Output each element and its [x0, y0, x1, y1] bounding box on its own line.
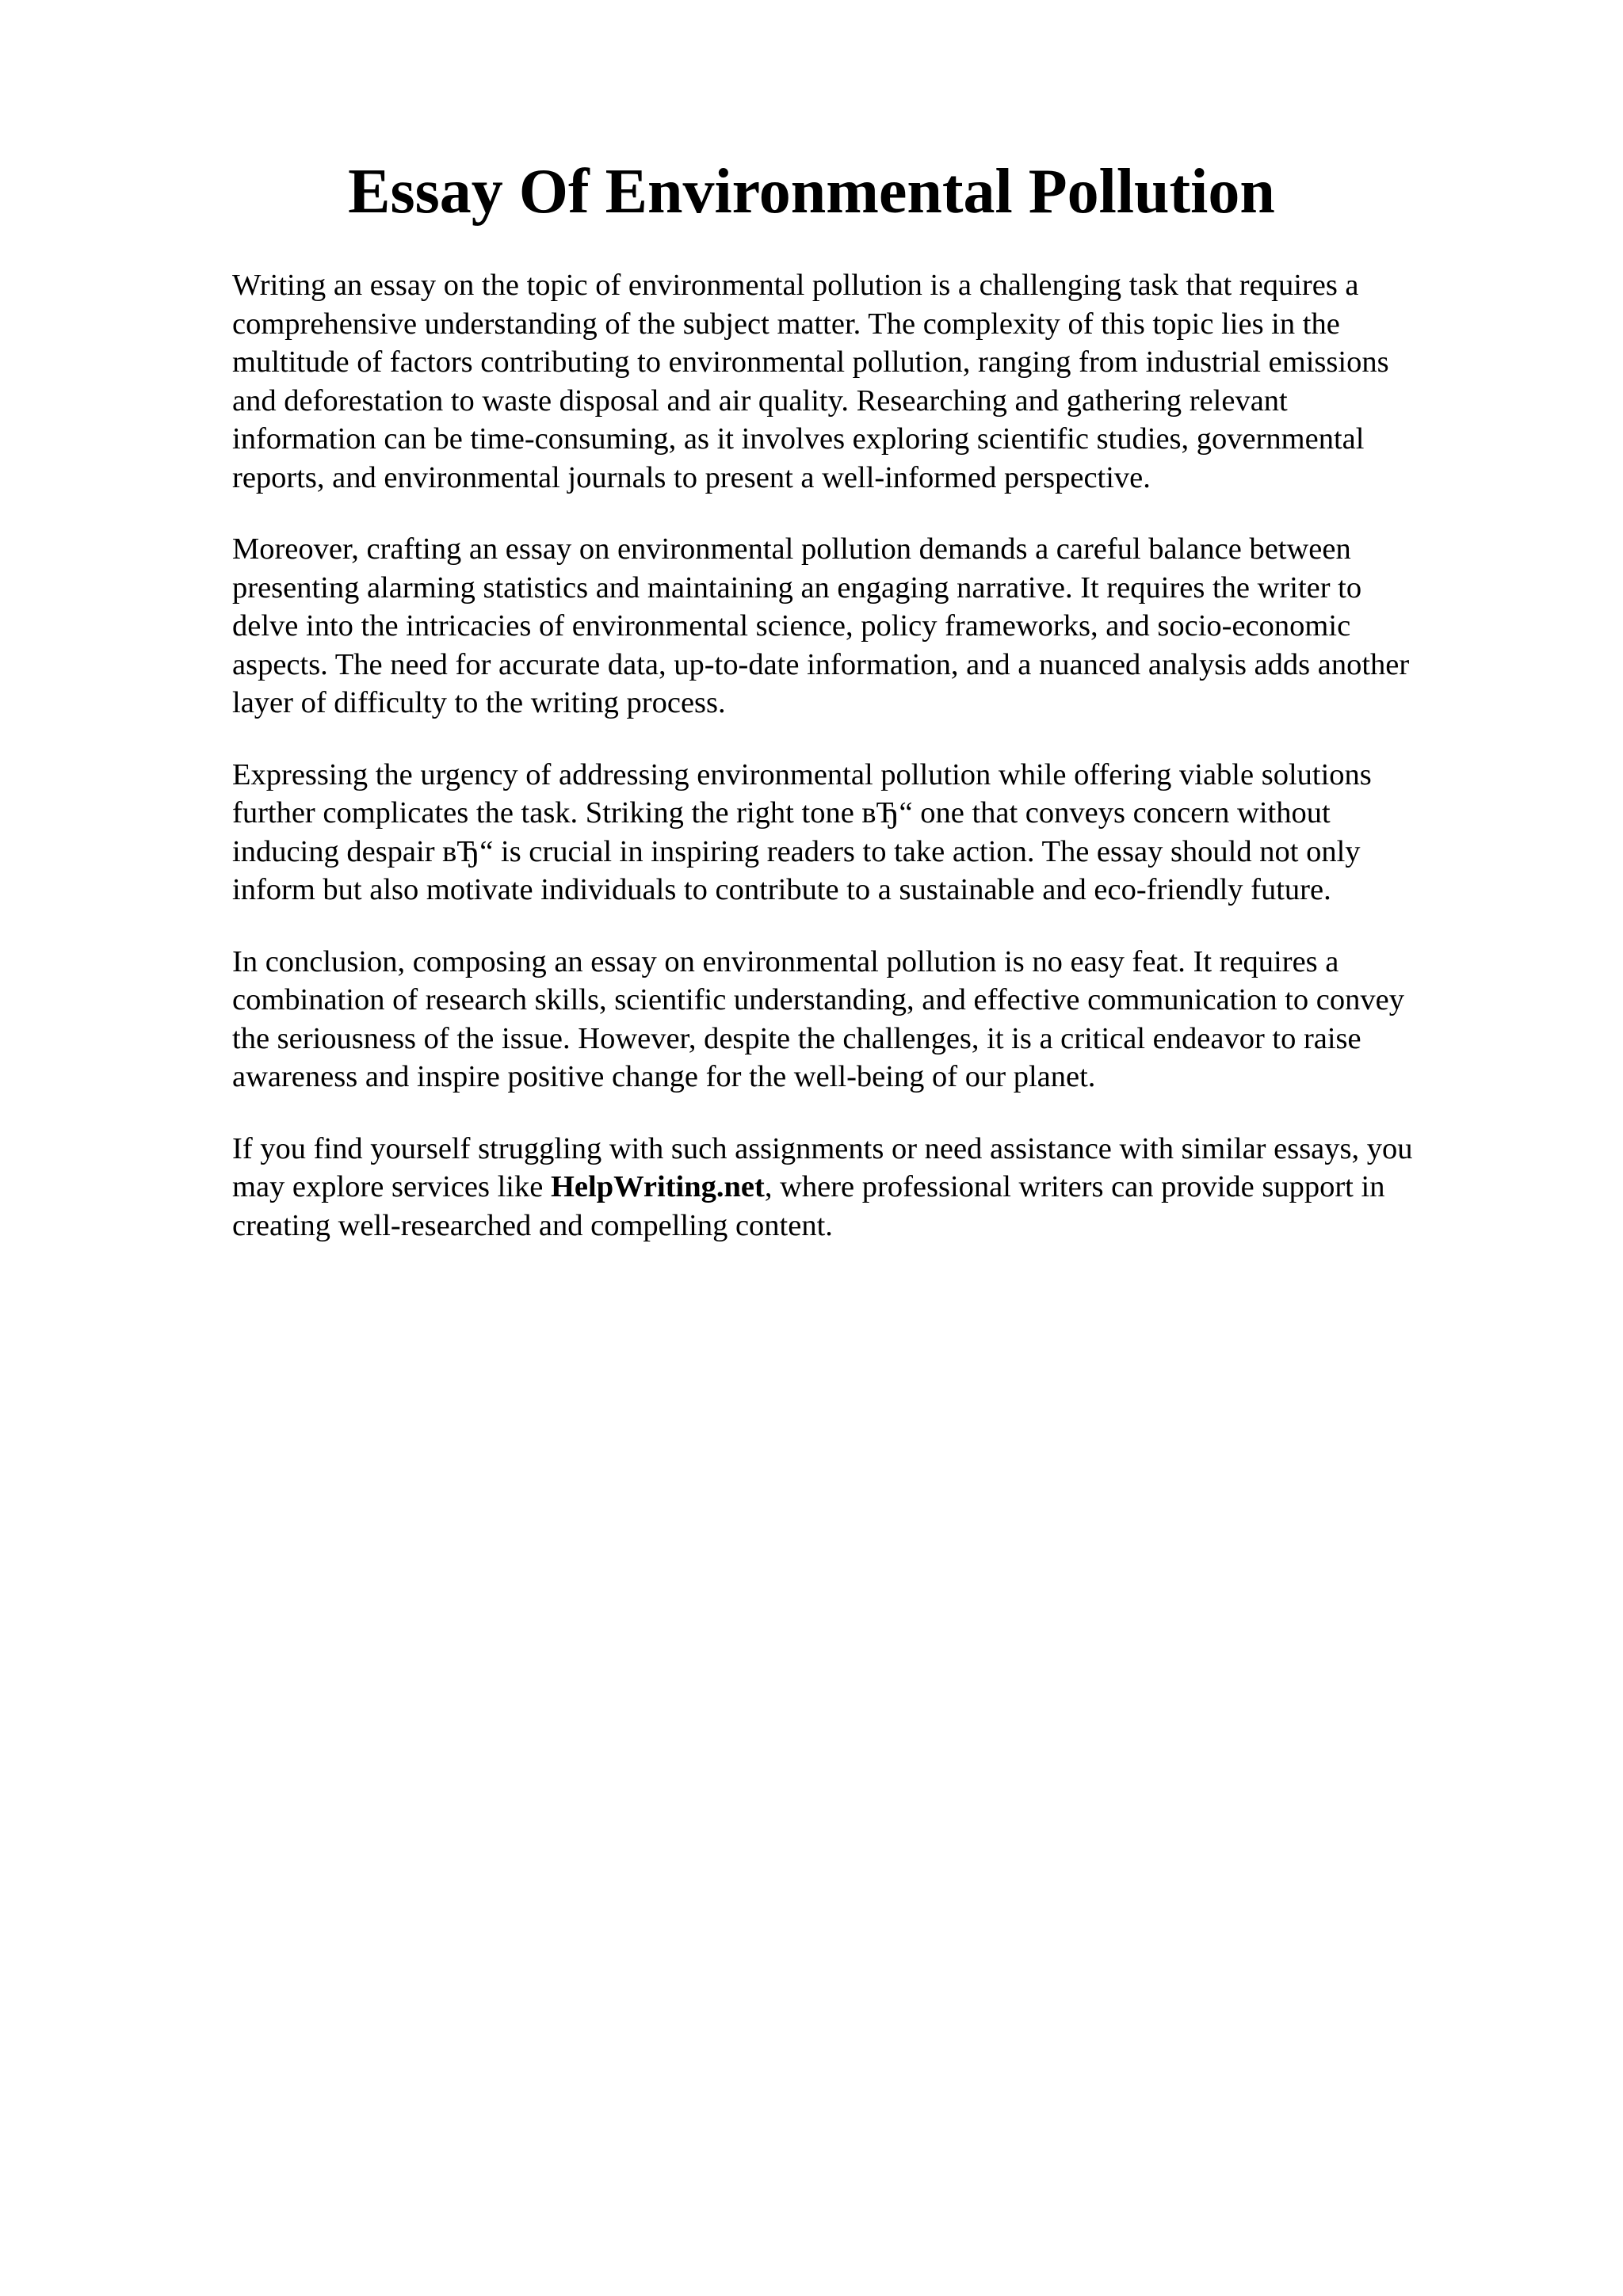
paragraph-line: comprehensive understanding of the subject matter. The complexity of this topic lies in the — [232, 307, 1340, 341]
closing-text-after-link: , where professional writers can provide support in — [764, 1170, 1385, 1203]
paragraph-line: and deforestation to waste disposal and air quality. Researching and gathering relevant — [232, 383, 1288, 418]
paragraph-line: creating well-researched and compelling content. — [232, 1208, 833, 1242]
paragraph-line: Moreover, crafting an essay on environmental pollution demands a careful balance between — [232, 532, 1351, 566]
paragraph-line: inducing despair вЂ“ is crucial in inspiring readers to take action. The essay should not only — [232, 834, 1361, 868]
paragraph-line: combination of research skills, scientific understanding, and effective communication to convey — [232, 983, 1404, 1016]
paragraph-line: delve into the intricacies of environmental science, policy frameworks, and socio-economic — [232, 609, 1351, 643]
paragraph-line: inform but also motivate individuals to contribute to a sustainable and eco-friendly future. — [232, 873, 1331, 906]
paragraph-1 — [232, 266, 1516, 497]
paragraph-line: awareness and inspire positive change for the well-being of our planet. — [232, 1060, 1096, 1093]
paragraph-line: Writing an essay on the topic of environmental pollution is a challenging task that requires a — [232, 269, 1359, 302]
paragraph-4 — [232, 943, 1516, 1097]
paragraph-line: information can be time-consuming, as it involves exploring scientific studies, governmental — [232, 422, 1365, 456]
paragraph-line — [232, 1168, 1516, 1207]
helpwriting-link[interactable]: HelpWriting.net — [550, 1170, 765, 1203]
paragraph-line: Expressing the urgency of addressing environmental pollution while offering viable solutions — [232, 757, 1372, 791]
paragraph-line: layer of difficulty to the writing process. — [232, 686, 726, 719]
document-title: Essay Of Environmental Pollution — [348, 157, 1275, 227]
paragraph-line: presenting alarming statistics and maintaining an engaging narrative. It requires the writer to — [232, 570, 1362, 605]
paragraph-line: the seriousness of the issue. However, despite the challenges, it is a critical endeavor to raise — [232, 1021, 1361, 1055]
document-body — [232, 266, 1516, 1278]
closing-text-before-link: may explore services like — [232, 1170, 551, 1203]
paragraph-line: multitude of factors contributing to environmental pollution, ranging from industrial emissions — [232, 345, 1389, 379]
paragraph-line: If you find yourself struggling with such assignments or need assistance with similar essays, you — [232, 1131, 1413, 1165]
paragraph-2 — [232, 530, 1516, 723]
paragraph-line: In conclusion, composing an essay on environmental pollution is no easy feat. It requires a — [232, 944, 1339, 978]
closing-paragraph — [232, 1130, 1516, 1245]
paragraph-line: further complicates the task. Striking the right tone вЂ“ one that conveys concern without — [232, 796, 1331, 830]
paragraph-3 — [232, 756, 1516, 910]
paragraph-line: reports, and environmental journals to present a well-informed perspective. — [232, 460, 1151, 494]
paragraph-line: aspects. The need for accurate data, up-to-date information, and a nuanced analysis adds another — [232, 647, 1410, 681]
